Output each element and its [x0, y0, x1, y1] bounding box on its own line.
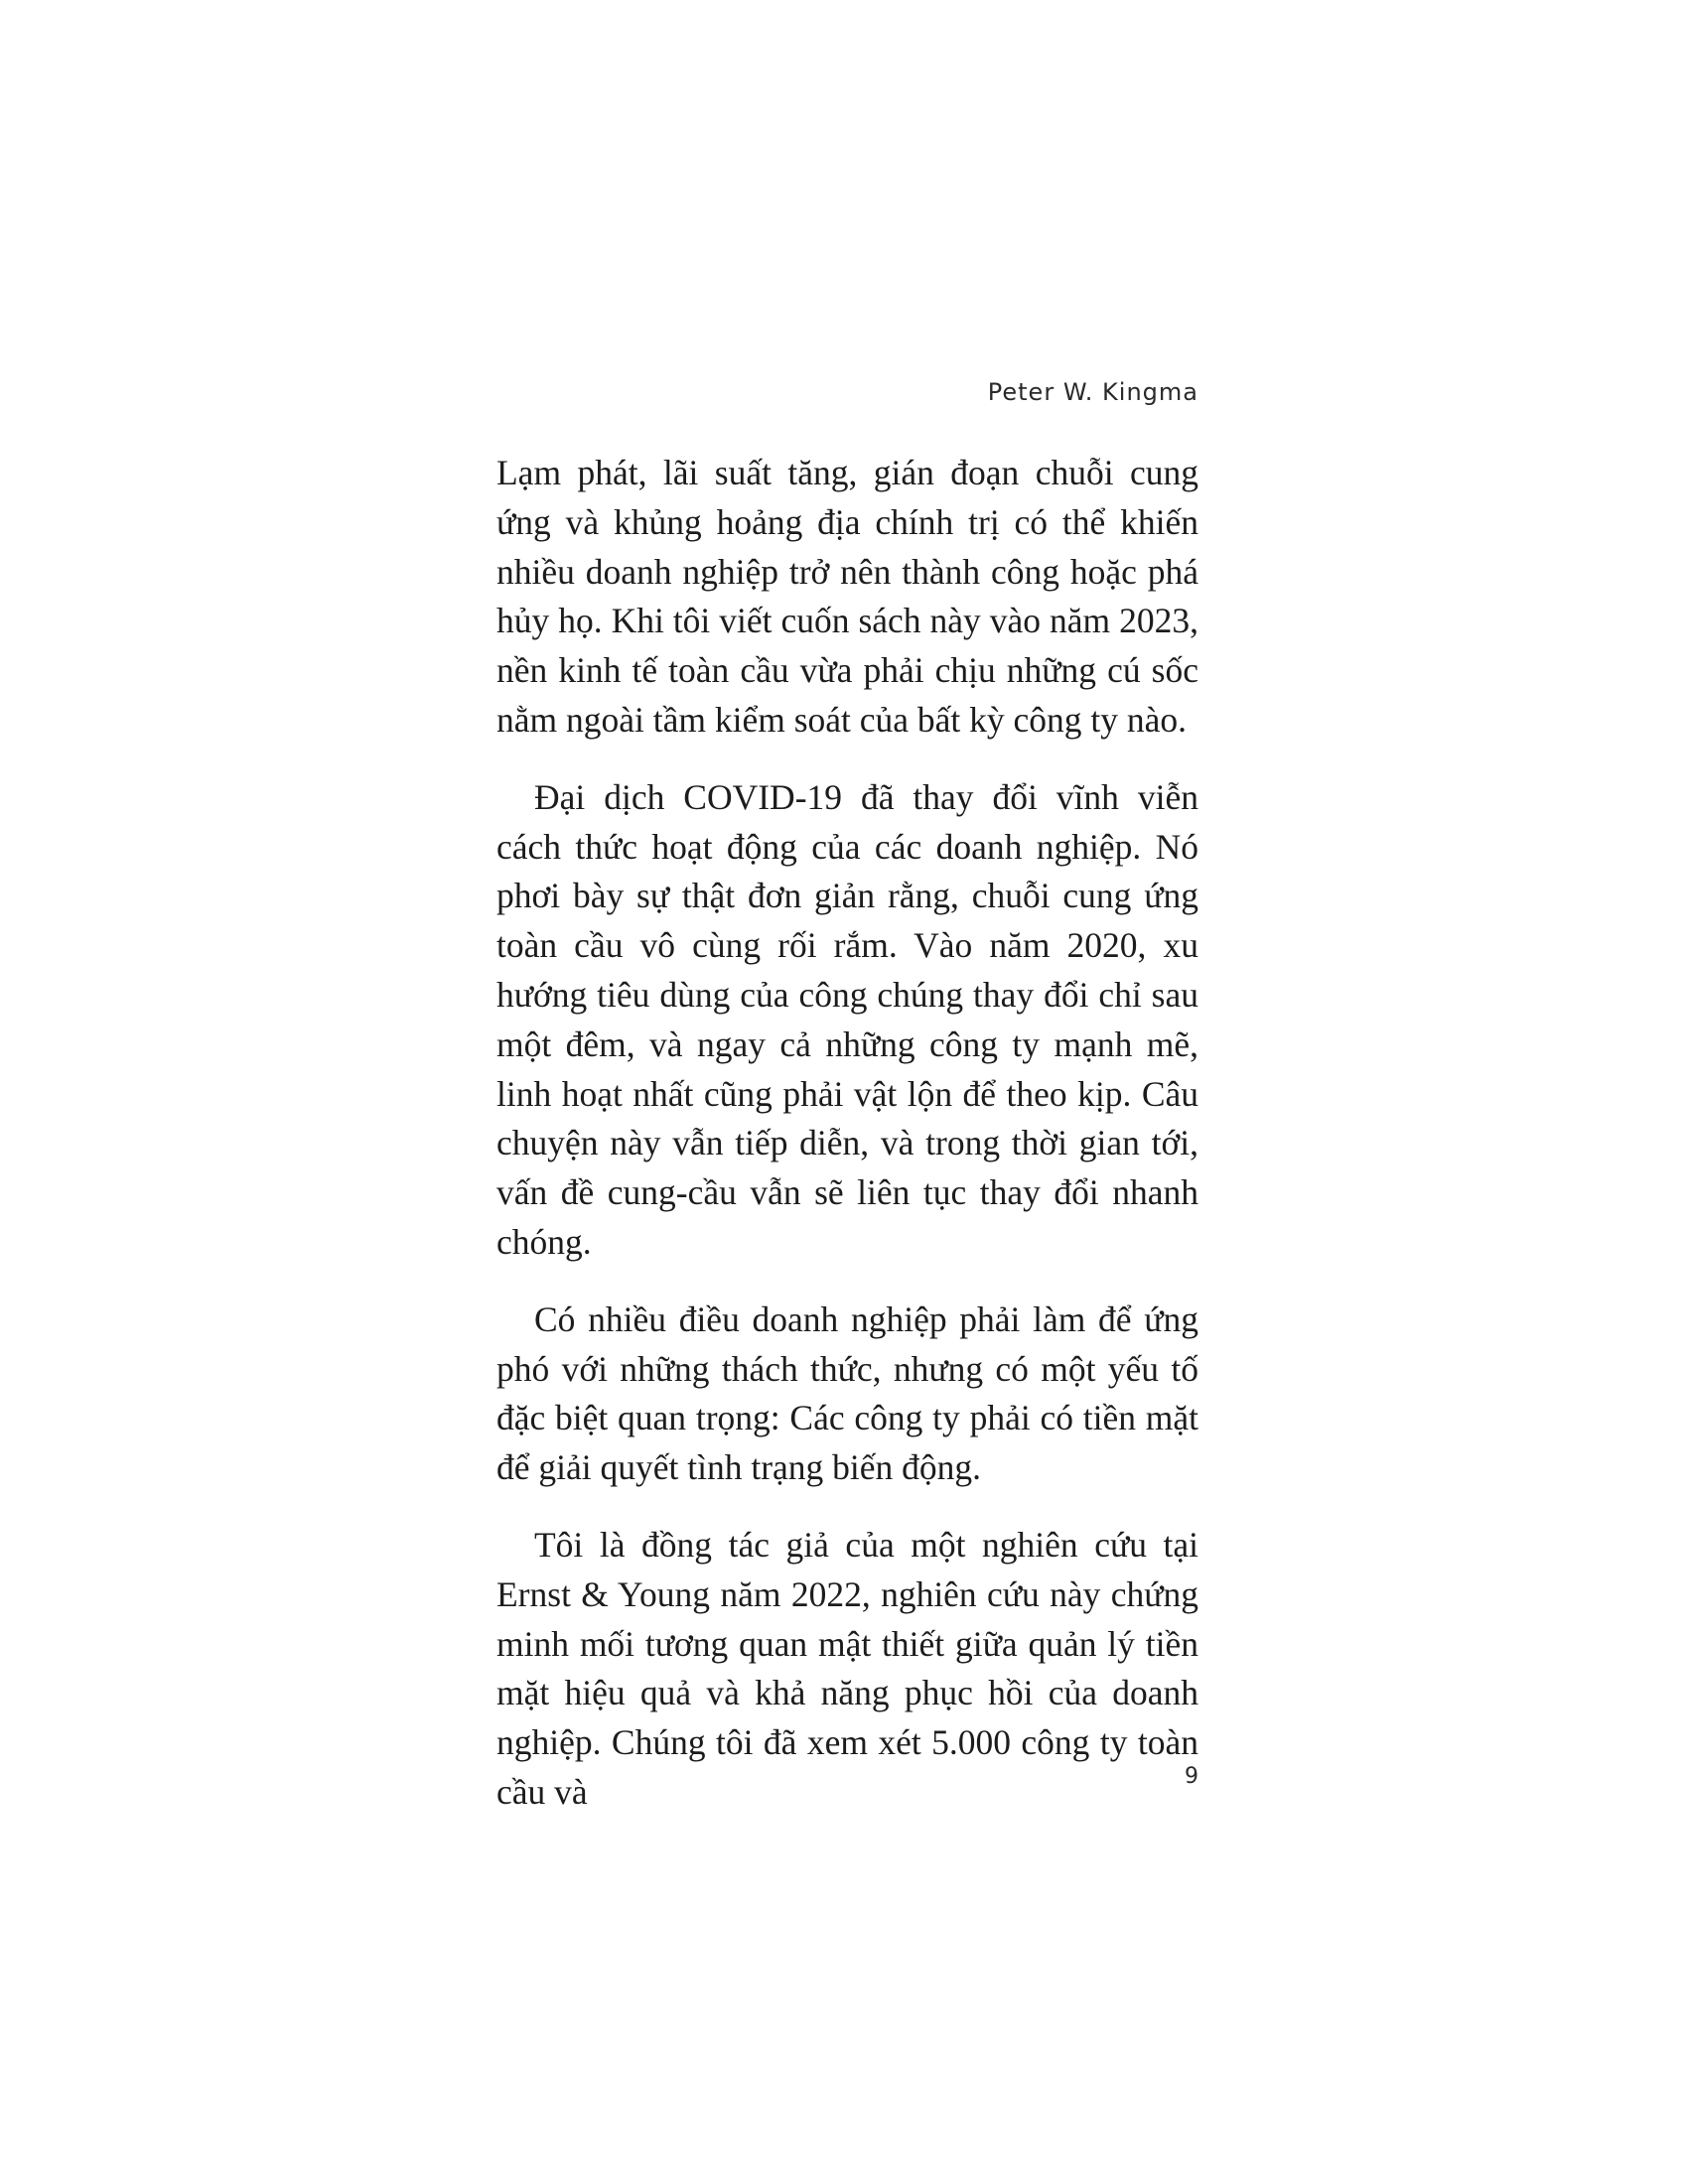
paragraph-1: Lạm phát, lãi suất tăng, gián đoạn chuỗi cung ứng và khủng hoảng địa chính trị có thể khiến nhiều doanh nghiệp trở nên thành công hoặc phá hủy họ. Khi tôi viết cuốn sách này vào năm 2023, nền kinh tế toàn cầu vừa phải chịu những cú sốc nằm ngoài tầm kiểm soát của bất kỳ công ty nào. — [496, 453, 1198, 740]
paragraph-2: Đại dịch COVID-19 đã thay đổi vĩnh viễn cách thức hoạt động của các doanh nghiệp. Nó phơi bày sự thật đơn giản rằng, chuỗi cung ứng toàn cầu vô cùng rối rắm. Vào năm 2020, xu hướng tiêu dùng của công chúng thay đổi chỉ sau một đêm, và ngay cả những công ty mạnh mẽ, linh hoạt nhất cũng phải vật lộn để theo kịp. Câu chuyện này vẫn tiếp diễn, và trong thời gian tới, vấn đề cung-cầu vẫn sẽ liên tục thay đổi nhanh chóng. — [496, 776, 1198, 1262]
paragraph-3: Có nhiều điều doanh nghiệp phải làm để ứng phó với những thách thức, nhưng có một yếu tố đặc biệt quan trọng: Các công ty phải có tiền mặt để giải quyết tình trạng biến động. — [496, 1298, 1198, 1488]
running-header-author: Peter W. Kingma — [987, 378, 1198, 406]
body-text — [496, 449, 1198, 1845]
paragraph-4: Tôi là đồng tác giả của một nghiên cứu tại Ernst & Young năm 2022, nghiên cứu này chứng minh mối tương quan mật thiết giữa quản lý tiền mặt hiệu quả và khả năng phục hồi của doanh nghiệp. Chúng tôi đã xem xét 5.000 công ty toàn cầu và — [496, 1524, 1198, 1812]
page-number: 9 — [1185, 1764, 1198, 1789]
